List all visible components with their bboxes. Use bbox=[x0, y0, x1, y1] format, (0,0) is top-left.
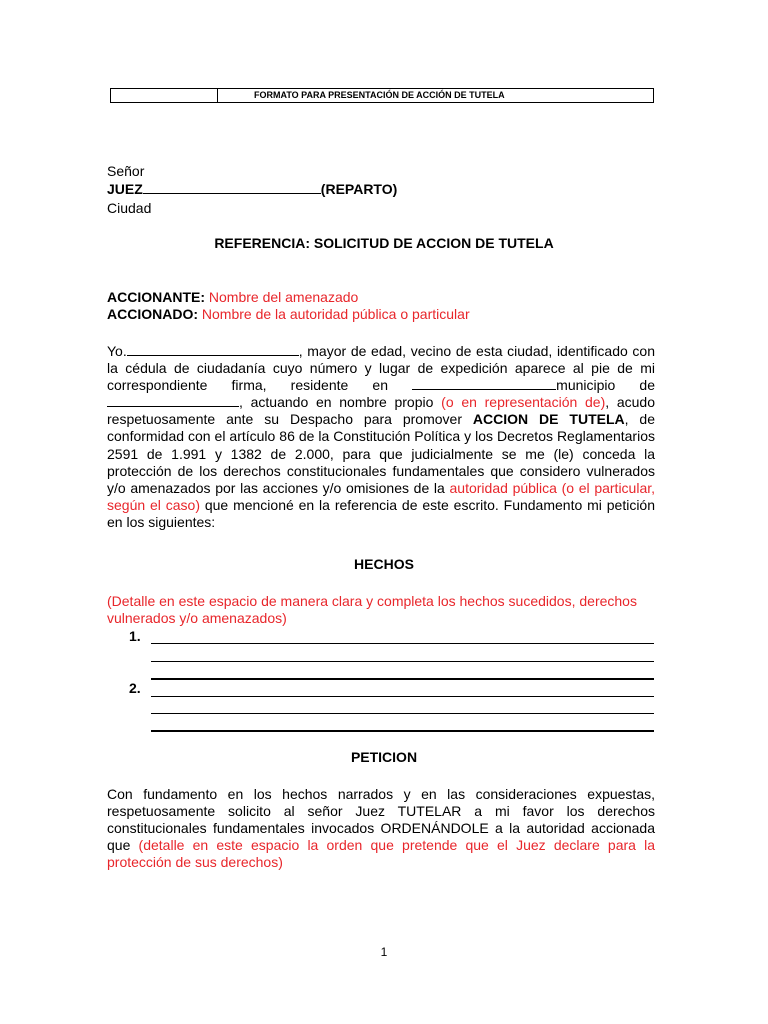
hechos-line-2a bbox=[151, 696, 654, 697]
accionante-label: ACCIONANTE: bbox=[107, 289, 205, 305]
accionado-label: ACCIONADO: bbox=[107, 306, 198, 322]
body-paragraph bbox=[107, 343, 655, 531]
body-text-6: , acudo respetuosamente ante su Despacho para promover bbox=[107, 394, 656, 428]
body-red-autoridad: autoridad pública (o el particular, según el caso) bbox=[107, 479, 656, 513]
accionado-line bbox=[107, 306, 470, 322]
residence-blank bbox=[412, 377, 556, 390]
accionado-value: Nombre de la autoridad pública o particular bbox=[201, 306, 470, 322]
referencia-heading: REFERENCIA: SOLICITUD DE ACCION DE TUTELA bbox=[214, 235, 554, 251]
address-ciudad: Ciudad bbox=[107, 200, 152, 216]
municipio-blank bbox=[107, 394, 239, 407]
body-text-4: , actuando en nombre propio bbox=[239, 394, 434, 411]
body-bold-accion: ACCION DE TUTELA bbox=[472, 411, 625, 428]
peticion-text: Con fundamento en los hechos narrados y en las consideraciones expuestas, respetuosamente solicito al señor Juez TUTELAR a mi favor los derechos constitucionales fundamentales invocados ORDENÁNDOLE a la autoridad accionada que bbox=[107, 786, 655, 854]
hechos-item-1: 1. bbox=[129, 628, 141, 644]
body-text-3: municipio de bbox=[556, 377, 656, 394]
body-text-yo: Yo. bbox=[107, 343, 127, 359]
body-text-8: , de conformidad con el artículo 86 de la Constitución Política y los Decretos Reglamentarios 2591 de 1.991 y 1382 de 2.000, para que judicialmente se me (le) conceda la protección de los derechos constitucionales fundamentales que considero vulnerados y/o amenazados por las acciones y/o omisiones de la bbox=[107, 411, 656, 496]
body-text-10: que mencioné en la referencia de este escrito. Fundamento mi petición en los siguientes: bbox=[107, 496, 655, 530]
accionante-value: Nombre del amenazado bbox=[208, 289, 359, 305]
hechos-line-1c bbox=[151, 678, 654, 680]
hechos-line-1b bbox=[151, 661, 654, 662]
hechos-item-2: 2. bbox=[129, 680, 141, 696]
hechos-instruction: (Detalle en este espacio de manera clara y completa los hechos sucedidos, derechos vulnerados y/o amenazados) bbox=[107, 593, 637, 627]
header-cell-empty bbox=[111, 89, 218, 102]
peticion-heading: PETICION bbox=[350, 749, 418, 765]
peticion-red: (detalle en este espacio la orden que pretende que el Juez declare para la protección de sus derechos) bbox=[107, 837, 656, 871]
hechos-line-2b bbox=[151, 713, 654, 714]
address-senor: Señor bbox=[107, 163, 145, 179]
name-blank bbox=[127, 343, 299, 356]
body-text-2: , mayor de edad, vecino de esta ciudad, identificado con la cédula de ciudadanía cuyo número y lugar de expedición aparece al pie de mi correspondiente firma, residente en bbox=[107, 343, 655, 394]
peticion-paragraph bbox=[107, 786, 655, 871]
address-juez bbox=[107, 181, 397, 197]
reparto-label: (REPARTO) bbox=[320, 181, 398, 197]
accionante-line bbox=[107, 289, 358, 305]
page-number: 1 bbox=[380, 945, 388, 959]
hechos-line-1a bbox=[151, 643, 654, 644]
juez-blank bbox=[143, 181, 321, 194]
hechos-heading: HECHOS bbox=[354, 556, 414, 572]
juez-label: JUEZ bbox=[107, 181, 143, 197]
header-table bbox=[110, 88, 654, 103]
body-red-representacion: (o en representación de) bbox=[441, 394, 606, 411]
header-title: FORMATO PARA PRESENTACIÓN DE ACCIÓN DE TUTELA bbox=[254, 90, 505, 100]
hechos-line-2c bbox=[151, 730, 654, 732]
